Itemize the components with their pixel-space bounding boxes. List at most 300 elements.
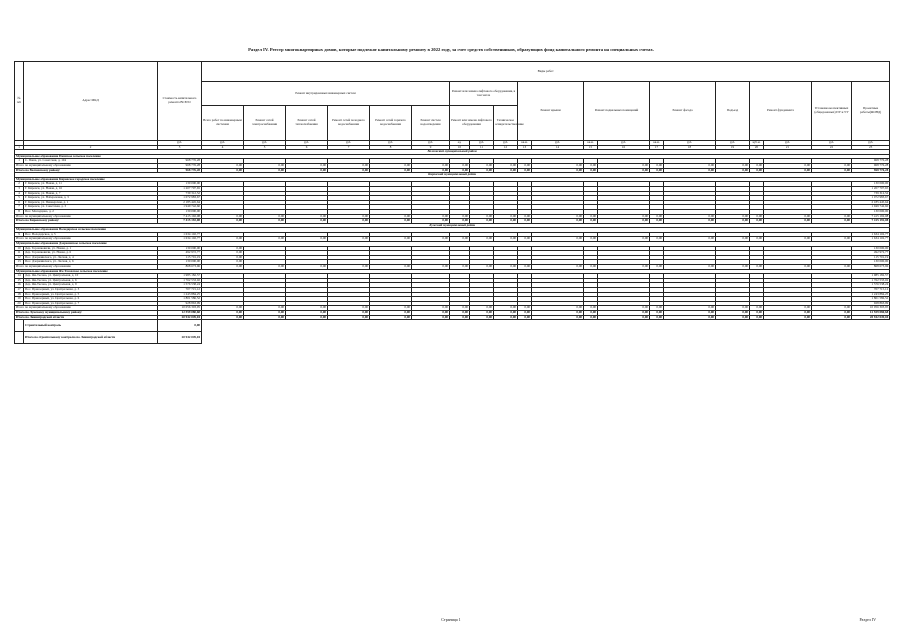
header-heating: Ремонт сетей теплоснабжения	[286, 106, 328, 141]
row-label: Итого по муниципальному образованию	[15, 306, 158, 311]
column-number-cell: 5	[244, 145, 286, 150]
total-cost: 20 942 049,04	[158, 315, 202, 320]
header-elevator-group: Ремонт или замена лифтового оборудования, в том числе	[450, 82, 518, 106]
house-address: Г. Кировск, ул. Новая, д. 7	[24, 191, 158, 196]
eng-total-cell: 0,00	[202, 260, 244, 265]
district-name: Кировский муниципальный район	[15, 173, 890, 178]
header-design: Проектные работы(ФОНД)	[852, 82, 890, 141]
row-number: 2	[15, 182, 24, 187]
design-cost: 130 000,00	[852, 246, 890, 251]
document-title: Раздел IV. Реестр многоквартирных домов, которые подлежат капитальному ремонту в 2022 году, за счет средств собственников, образующих фонд капитального ремонта на специальных счетах.	[248, 47, 654, 52]
zero-cell: 0,00	[518, 163, 532, 168]
zero-cell: 0,00	[494, 168, 518, 173]
header-meters: Установка коллективных (общедомовых) ПУ и УУ	[812, 82, 852, 141]
total-cost: 868 673,96	[158, 265, 202, 270]
row-number: 4	[15, 191, 24, 196]
column-number-cell: 10	[450, 145, 470, 150]
unit-cell: руб.	[494, 141, 518, 146]
zero-cell: 0,00	[494, 265, 518, 270]
zero-cell: 0,00	[412, 306, 450, 311]
row-label: Итого по муниципальному образованию	[15, 265, 158, 270]
zero-cell: 0,00	[764, 237, 812, 242]
column-number-cell: 7	[328, 145, 370, 150]
zero-cell: 0,00	[202, 214, 244, 219]
row-number: 10	[15, 246, 24, 251]
zero-cell: 0,00	[812, 219, 852, 224]
zero-cell: 0,00	[532, 310, 584, 315]
unit-cell: руб.	[812, 141, 852, 146]
zero-cell: 0,00	[244, 219, 286, 224]
total-cost: 20 942 049,04	[158, 332, 202, 344]
unit-cell: руб.	[412, 141, 450, 146]
zero-cell: 0,00	[764, 265, 812, 270]
register-table	[14, 61, 890, 344]
row-label: Итого по Волховскому району:	[15, 168, 158, 173]
total-cost: 7 415 192,08	[158, 219, 202, 224]
zero-cell: 0,00	[650, 214, 664, 219]
zero-cell: 0,00	[494, 310, 518, 315]
eng-total-cell: 0,00	[202, 246, 244, 251]
total-cost: 1 243 884,25	[158, 292, 202, 297]
zero-cell: 0,00	[650, 219, 664, 224]
zero-cell: 0,00	[518, 306, 532, 311]
zero-cell: 0,00	[584, 306, 598, 311]
unit-cell: куб.м.	[750, 141, 764, 146]
zero-cell: 0,00	[518, 219, 532, 224]
column-number-cell: 21	[764, 145, 812, 150]
total-cost: 928 863,99	[158, 301, 202, 306]
municipality-name: Муниципальное образование Кировское городское поселение	[15, 177, 890, 182]
house-address: Пос. Приозерный, ул. Центральная, д. 5	[24, 292, 158, 297]
design-cost: 968 776,28	[852, 168, 890, 173]
total-cost: 1 072 983,67	[158, 196, 202, 201]
register-body	[15, 141, 890, 344]
header-porch: Подъезд	[716, 82, 750, 141]
zero-cell: 0,00	[598, 219, 650, 224]
zero-cell: 0,00	[598, 168, 650, 173]
design-cost: 492 972,77	[852, 251, 890, 256]
construction-control-row	[15, 332, 890, 344]
total-cost: 739 312,52	[158, 191, 202, 196]
zero-cell: 0,00	[532, 168, 584, 173]
row-number: 20	[15, 301, 24, 306]
house-address: Дер. Торошковичи, ул. Новая, д. 6	[24, 251, 158, 256]
zero-cell: 0,00	[412, 219, 450, 224]
total-cost: 1 985 182,57	[158, 274, 202, 279]
row-number: 12	[15, 255, 24, 260]
total-cost: 1 634 102,77	[158, 232, 202, 237]
unit-cell: руб.	[328, 141, 370, 146]
column-number-cell: 16	[598, 145, 650, 150]
zero-cell: 0,00	[716, 168, 750, 173]
house-address: Пос. Приозерный, ул. Центральная, д. 7	[24, 301, 158, 306]
zero-cell: 0,00	[328, 306, 370, 311]
row-number: 15	[15, 278, 24, 283]
total-cost: 130 000,00	[158, 246, 202, 251]
header-cold-water: Ремонт сетей холодного водоснабжения	[328, 106, 370, 141]
house-address: Г. Кировск, ул. Советская, д. 3	[24, 205, 158, 210]
row-label: Итого по строительному контролю по Ленинградской области	[24, 332, 158, 344]
zero-cell: 0,00	[470, 315, 494, 320]
design-cost: 739 312,52	[852, 191, 890, 196]
house-address: Пос. Приозерный, ул. Центральная, д. 3	[24, 288, 158, 293]
zero-cell: 0,00	[470, 219, 494, 224]
total-cost: 130 000,00	[158, 260, 202, 265]
zero-cell: 0,00	[716, 237, 750, 242]
row-number: 19	[15, 297, 24, 302]
row-number: 6	[15, 200, 24, 205]
row-label: Итого по муниципальному образованию	[15, 237, 158, 242]
zero-cell: 0,00	[370, 214, 412, 219]
design-cost: 1 207 707,65	[852, 186, 890, 191]
zero-cell: 0,00	[328, 315, 370, 320]
house-address: Г. Кировск, ул. Новая, д. 11	[24, 182, 158, 187]
total-cost: 130 000,00	[158, 182, 202, 187]
column-number-cell: 19	[716, 145, 750, 150]
unit-cell: руб.	[202, 141, 244, 146]
zero-cell: 0,00	[412, 265, 450, 270]
zero-cell: 0,00	[532, 237, 584, 242]
zero-cell: 0,00	[664, 219, 716, 224]
zero-cell: 0,00	[764, 310, 812, 315]
row-number: 5	[15, 196, 24, 201]
zero-cell: 0,00	[286, 265, 328, 270]
zero-cell: 0,00	[764, 168, 812, 173]
zero-cell: 0,00	[584, 310, 598, 315]
page-number: Страница 1	[441, 617, 461, 622]
zero-cell: 0,00	[518, 265, 532, 270]
house-address: Пос. Молодцово, д. 2	[24, 209, 158, 214]
zero-cell: 0,00	[532, 265, 584, 270]
total-cost: 0,00	[158, 320, 202, 332]
zero-cell: 0,00	[494, 237, 518, 242]
design-cost: 130 000,00	[852, 260, 890, 265]
zero-cell: 0,00	[598, 214, 650, 219]
unit-cell: руб.	[532, 141, 584, 146]
unit-cell: руб.	[244, 141, 286, 146]
zero-cell: 0,00	[412, 310, 450, 315]
zero-cell: 0,00	[750, 306, 764, 311]
zero-cell: 0,00	[812, 315, 852, 320]
zero-cell: 0,00	[244, 306, 286, 311]
zero-cell: 0,00	[750, 163, 764, 168]
row-number: 3	[15, 186, 24, 191]
house-address: Дер. Ям-Тесово, ул. Центральная, д. 10	[24, 274, 158, 279]
zero-cell: 0,00	[716, 306, 750, 311]
municipality-name: Муниципальное образование Дзержинское сельское поселение	[15, 242, 890, 247]
zero-cell: 0,00	[650, 168, 664, 173]
zero-cell: 0,00	[664, 306, 716, 311]
zero-cell: 0,00	[812, 265, 852, 270]
zero-cell: 0,00	[244, 163, 286, 168]
design-cost: 1 801 586,52	[852, 297, 890, 302]
design-cost: 868 673,96	[852, 265, 890, 270]
row-label: Итого по Лужскому муниципальному району:	[15, 310, 158, 315]
empty-cell	[15, 332, 24, 344]
total-cost: 492 972,77	[158, 251, 202, 256]
zero-cell: 0,00	[812, 214, 852, 219]
design-cost: 115 701,19	[852, 255, 890, 260]
zero-cell: 0,00	[518, 168, 532, 173]
column-number-cell: 22	[812, 145, 852, 150]
row-label: Строительный контроль	[24, 320, 158, 332]
zero-cell: 0,00	[244, 168, 286, 173]
zero-cell: 0,00	[328, 168, 370, 173]
zero-cell: 0,00	[370, 265, 412, 270]
total-cost: 1 634 102,77	[158, 237, 202, 242]
zero-cell: 0,00	[664, 163, 716, 168]
zero-cell: 0,00	[370, 237, 412, 242]
column-number-cell: 4	[202, 145, 244, 150]
total-cost: 968 776,28	[158, 168, 202, 173]
column-number-cell: 1	[15, 145, 24, 150]
header-eng-total: Всего работ по инженерным системам	[202, 106, 244, 141]
row-number: 16	[15, 283, 24, 288]
zero-cell: 0,00	[750, 237, 764, 242]
zero-cell: 0,00	[450, 219, 470, 224]
zero-cell: 0,00	[518, 237, 532, 242]
zero-cell: 0,00	[584, 163, 598, 168]
unit-cell: кв.м.	[518, 141, 532, 146]
header-engineering-group: Ремонт внутридомовых инженерных систем	[202, 82, 450, 106]
column-number-cell: 13	[518, 145, 532, 150]
design-cost: 968 776,28	[852, 163, 890, 168]
zero-cell: 0,00	[494, 306, 518, 311]
zero-cell: 0,00	[244, 214, 286, 219]
zero-cell: 0,00	[244, 315, 286, 320]
total-cost: 12 559 080,68	[158, 310, 202, 315]
zero-cell: 0,00	[450, 168, 470, 173]
total-cost: 968 776,28	[158, 159, 202, 164]
zero-cell: 0,00	[532, 163, 584, 168]
header-sewer: Ремонт систем водоотведения	[412, 106, 450, 141]
zero-cell: 0,00	[286, 219, 328, 224]
zero-cell: 0,00	[664, 214, 716, 219]
design-cost: 7 415 192,08	[852, 219, 890, 224]
total-cost: 115 701,19	[158, 255, 202, 260]
house-address: Г. Кировск, ул. Пионерская, д. 1	[24, 200, 158, 205]
municipality-name: Муниципальное образование Пашское сельское поселение	[15, 154, 890, 159]
zero-cell: 0,00	[370, 163, 412, 168]
zero-cell: 0,00	[518, 214, 532, 219]
zero-cell: 0,00	[584, 315, 598, 320]
header-works-types: Виды работ	[202, 62, 890, 82]
design-cost: 968 776,28	[852, 159, 890, 164]
zero-cell: 0,00	[412, 315, 450, 320]
zero-cell: 0,00	[750, 265, 764, 270]
zero-cell: 0,00	[286, 306, 328, 311]
district-name: Волховский муниципальный район	[15, 150, 890, 155]
zero-cell: 0,00	[750, 219, 764, 224]
zero-cell: 0,00	[764, 219, 812, 224]
zero-cell: 0,00	[764, 315, 812, 320]
zero-cell: 0,00	[584, 214, 598, 219]
zero-cell: 0,00	[812, 306, 852, 311]
unit-cell: кв.м.	[584, 141, 598, 146]
zero-cell: 0,00	[202, 237, 244, 242]
design-cost: 1 072 983,67	[852, 196, 890, 201]
zero-cell: 0,00	[650, 237, 664, 242]
unit-cell: руб.	[470, 141, 494, 146]
zero-cell: 0,00	[812, 163, 852, 168]
zero-cell: 0,00	[532, 315, 584, 320]
zero-cell: 0,00	[470, 163, 494, 168]
zero-cell: 0,00	[812, 168, 852, 173]
zero-cell: 0,00	[494, 315, 518, 320]
zero-cell: 0,00	[370, 310, 412, 315]
zero-cell: 0,00	[202, 310, 244, 315]
zero-cell: 0,00	[470, 214, 494, 219]
row-number: 13	[15, 260, 24, 265]
zero-cell: 0,00	[532, 306, 584, 311]
total-cost: 7 415 192,08	[158, 214, 202, 219]
design-cost: 1 634 102,77	[852, 232, 890, 237]
header-facade: Ремонт фасада	[650, 82, 716, 141]
zero-cell: 0,00	[328, 310, 370, 315]
zero-cell: 0,00	[650, 163, 664, 168]
zero-cell: 0,00	[202, 168, 244, 173]
zero-cell: 0,00	[286, 315, 328, 320]
design-cost: 707 715,12	[852, 288, 890, 293]
header-electric: Ремонт сетей электроснабжения	[244, 106, 286, 141]
zero-cell: 0,00	[584, 237, 598, 242]
column-number-cell: 8	[370, 145, 412, 150]
total-cost: 1 949 742,60	[158, 205, 202, 210]
zero-cell: 0,00	[716, 163, 750, 168]
row-number: 8	[15, 209, 24, 214]
row-number: 17	[15, 288, 24, 293]
zero-cell: 0,00	[328, 237, 370, 242]
zero-cell: 0,00	[716, 315, 750, 320]
zero-cell: 0,00	[450, 306, 470, 311]
zero-cell: 0,00	[584, 168, 598, 173]
blank-area	[202, 320, 890, 332]
total-cost: 1 576 538,24	[158, 283, 202, 288]
district-name: Лужский муниципальный район	[15, 223, 890, 228]
row-number: 1	[15, 159, 24, 164]
zero-cell: 0,00	[716, 265, 750, 270]
total-cost: 1 801 586,52	[158, 297, 202, 302]
empty-cell	[15, 320, 24, 332]
column-number-cell: 14	[532, 145, 584, 150]
header-total-cost: Стоимость капитального ремонта ВСЕГО	[158, 62, 202, 141]
zero-cell: 0,00	[286, 310, 328, 315]
zero-cell: 0,00	[470, 310, 494, 315]
unit-cell: руб.	[764, 141, 812, 146]
row-number: 11	[15, 251, 24, 256]
zero-cell: 0,00	[812, 237, 852, 242]
zero-cell: 0,00	[470, 306, 494, 311]
zero-cell: 0,00	[664, 237, 716, 242]
zero-cell: 0,00	[716, 214, 750, 219]
zero-cell: 0,00	[450, 310, 470, 315]
design-cost: 130 000,00	[852, 209, 890, 214]
design-cost: 1 762 533,02	[852, 278, 890, 283]
house-address: Пос. Володарское, д. 5	[24, 232, 158, 237]
zero-cell: 0,00	[328, 219, 370, 224]
zero-cell: 0,00	[370, 315, 412, 320]
zero-cell: 0,00	[412, 237, 450, 242]
house-address: Дер. Ям-Тесово, ул. Центральная, д. 6	[24, 278, 158, 283]
design-cost: 20 942 049,04	[852, 315, 890, 320]
zero-cell: 0,00	[750, 310, 764, 315]
design-cost: 12 559 080,68	[852, 310, 890, 315]
house-address: Дер. Торошковичи, ул. Новая, д. 1	[24, 246, 158, 251]
zero-cell: 0,00	[328, 163, 370, 168]
zero-cell: 0,00	[532, 214, 584, 219]
row-number: 7	[15, 205, 24, 210]
zero-cell: 0,00	[598, 310, 650, 315]
eng-total-cell: 0,00	[202, 251, 244, 256]
zero-cell: 0,00	[328, 214, 370, 219]
unit-cell: ед.	[450, 141, 470, 146]
eng-total-cell: 0,00	[202, 255, 244, 260]
unit-cell: руб.	[598, 141, 650, 146]
municipality-name: Муниципальное образование Ям-Тесовское сельское поселение	[15, 269, 890, 274]
total-cost: 1 762 533,02	[158, 278, 202, 283]
zero-cell: 0,00	[812, 310, 852, 315]
zero-cell: 0,00	[450, 265, 470, 270]
unit-cell: руб.	[852, 141, 890, 146]
row-number: 14	[15, 274, 24, 279]
zero-cell: 0,00	[286, 214, 328, 219]
zero-cell: 0,00	[750, 168, 764, 173]
header-address: Адрес МКД	[24, 62, 158, 141]
header-elev-shaft: Техническое освидетельствование	[494, 106, 518, 141]
zero-cell: 0,00	[450, 163, 470, 168]
zero-cell: 0,00	[202, 219, 244, 224]
column-number-cell: 12	[494, 145, 518, 150]
zero-cell: 0,00	[470, 168, 494, 173]
zero-cell: 0,00	[584, 265, 598, 270]
zero-cell: 0,00	[650, 315, 664, 320]
total-cost: 130 000,00	[158, 209, 202, 214]
zero-cell: 0,00	[286, 237, 328, 242]
house-address: Г. Кировск, ул. Набережная, д. 3	[24, 196, 158, 201]
zero-cell: 0,00	[750, 214, 764, 219]
row-label: Итого по муниципальному образованию	[15, 163, 158, 168]
row-label: Итого по Кировскому району:	[15, 219, 158, 224]
zero-cell: 0,00	[202, 306, 244, 311]
zero-cell: 0,00	[716, 219, 750, 224]
header-num: № п/п	[15, 62, 24, 141]
total-cost: 707 715,12	[158, 288, 202, 293]
total-cost: 10 056 303,95	[158, 306, 202, 311]
zero-cell: 0,00	[598, 237, 650, 242]
house-address: Дер. Ям-Тесово, ул. Центральная, д. 9	[24, 283, 158, 288]
zero-cell: 0,00	[244, 237, 286, 242]
zero-cell: 0,00	[412, 214, 450, 219]
unit-cell: кв.м.	[650, 141, 664, 146]
zero-cell: 0,00	[650, 265, 664, 270]
zero-cell: 0,00	[370, 306, 412, 311]
zero-cell: 0,00	[450, 315, 470, 320]
section-label: Раздел IV	[859, 617, 876, 622]
column-number-cell: 20	[750, 145, 764, 150]
zero-cell: 0,00	[470, 237, 494, 242]
zero-cell: 0,00	[664, 265, 716, 270]
design-cost: 130 000,00	[852, 182, 890, 187]
design-cost: 1 634 102,77	[852, 237, 890, 242]
zero-cell: 0,00	[494, 219, 518, 224]
design-cost: 1 576 538,24	[852, 283, 890, 288]
column-number-cell: 6	[286, 145, 328, 150]
zero-cell: 0,00	[494, 163, 518, 168]
column-number-cell: 23	[852, 145, 890, 150]
unit-cell: руб.	[286, 141, 328, 146]
zero-cell: 0,00	[286, 163, 328, 168]
design-cost: 10 056 303,95	[852, 306, 890, 311]
